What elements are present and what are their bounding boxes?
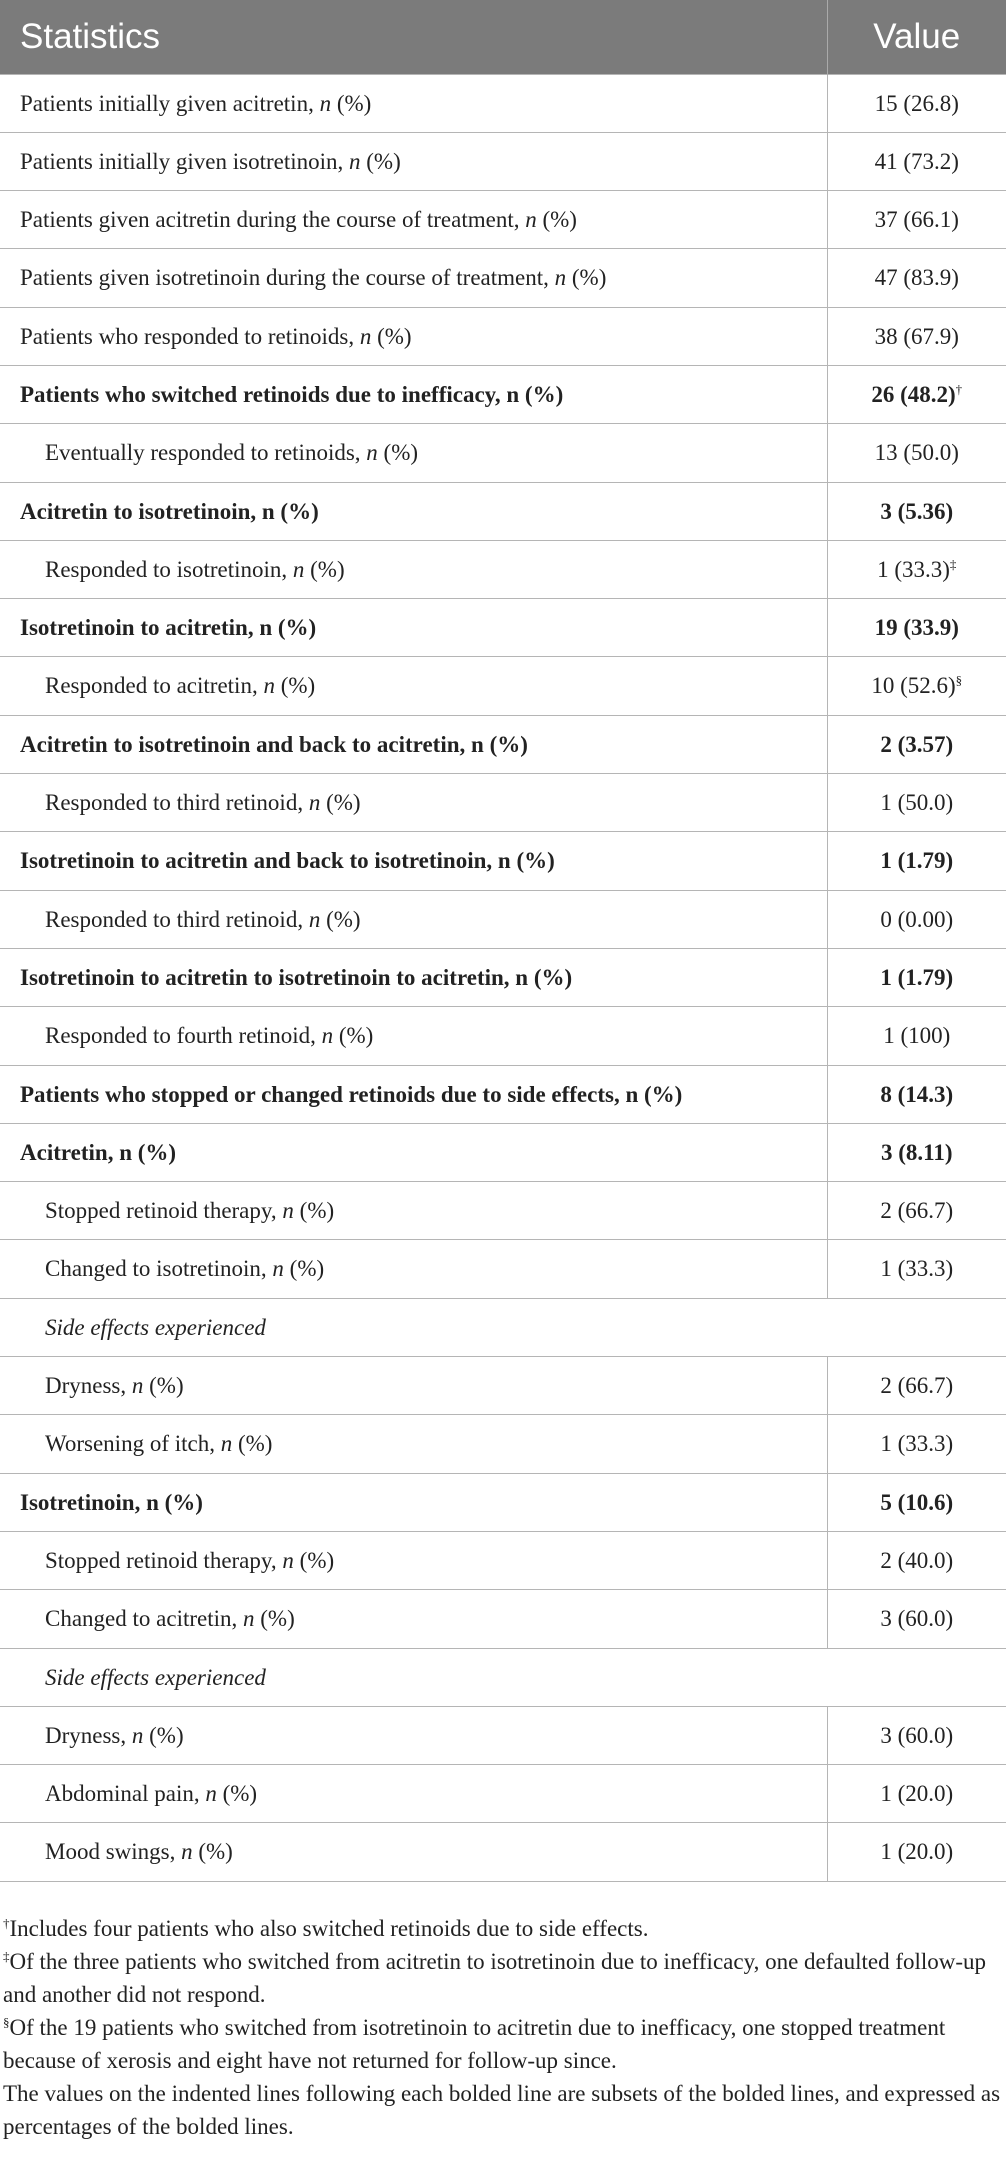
row-label: Patients who stopped or changed retinoids due to side effects, n (%) [0, 1065, 827, 1123]
footnote-mark: § [955, 672, 963, 688]
row-label: Responded to third retinoid, n (%) [0, 774, 827, 832]
table-row [0, 482, 1006, 540]
row-label: Stopped retinoid therapy, n (%) [0, 1531, 827, 1589]
row-label: Dryness, n (%) [0, 1357, 827, 1415]
table-row [0, 424, 1006, 482]
row-label: Acitretin, n (%) [0, 1123, 827, 1181]
header-statistics: Statistics [0, 0, 827, 74]
row-value: 26 (48.2)† [827, 365, 1006, 423]
row-label: Isotretinoin to acitretin to isotretinoin to acitretin, n (%) [0, 948, 827, 1006]
row-value: 3 (60.0) [827, 1590, 1006, 1648]
row-value: 3 (5.36) [827, 482, 1006, 540]
row-label: Patients given acitretin during the course of treatment, n (%) [0, 191, 827, 249]
table-row [0, 1706, 1006, 1764]
table-row [0, 307, 1006, 365]
table-row [0, 1182, 1006, 1240]
table-row [0, 365, 1006, 423]
row-label: Changed to isotretinoin, n (%) [0, 1240, 827, 1298]
table-row [0, 249, 1006, 307]
row-label: Patients initially given acitretin, n (%) [0, 74, 827, 132]
row-value: 47 (83.9) [827, 249, 1006, 307]
section-row [0, 1298, 1006, 1356]
table-row [0, 948, 1006, 1006]
row-value: 13 (50.0) [827, 424, 1006, 482]
row-value: 2 (66.7) [827, 1182, 1006, 1240]
table-row [0, 1765, 1006, 1823]
row-value: 37 (66.1) [827, 191, 1006, 249]
row-label: Responded to fourth retinoid, n (%) [0, 1007, 827, 1065]
row-value: 41 (73.2) [827, 132, 1006, 190]
footnote: §Of the 19 patients who switched from isotretinoin to acitretin due to inefficacy, one stopped treatment because of xerosis and eight have not returned for follow-up since. [3, 2014, 946, 2073]
row-value: 10 (52.6)§ [827, 657, 1006, 715]
row-label: Responded to acitretin, n (%) [0, 657, 827, 715]
row-value: 1 (20.0) [827, 1765, 1006, 1823]
footnote-mark: † [955, 381, 963, 397]
row-value: 2 (3.57) [827, 715, 1006, 773]
row-value: 5 (10.6) [827, 1473, 1006, 1531]
table-row [0, 1240, 1006, 1298]
row-label: Patients who responded to retinoids, n (%) [0, 307, 827, 365]
row-value: 1 (33.3) [827, 1415, 1006, 1473]
row-value: 3 (60.0) [827, 1706, 1006, 1764]
row-value: 15 (26.8) [827, 74, 1006, 132]
row-label: Mood swings, n (%) [0, 1823, 827, 1881]
section-label: Side effects experienced [0, 1298, 1006, 1356]
row-value: 2 (66.7) [827, 1357, 1006, 1415]
row-label: Eventually responded to retinoids, n (%) [0, 424, 827, 482]
table-row [0, 1065, 1006, 1123]
table-row [0, 832, 1006, 890]
row-label: Isotretinoin to acitretin and back to isotretinoin, n (%) [0, 832, 827, 890]
row-label: Abdominal pain, n (%) [0, 1765, 827, 1823]
footnote: †Includes four patients who also switched retinoids due to side effects. [3, 1915, 649, 1941]
row-label: Acitretin to isotretinoin and back to acitretin, n (%) [0, 715, 827, 773]
section-label: Side effects experienced [0, 1648, 1006, 1706]
table-row [0, 1415, 1006, 1473]
table-row [0, 890, 1006, 948]
row-value: 8 (14.3) [827, 1065, 1006, 1123]
table-row [0, 1357, 1006, 1415]
footnote-mark: † [3, 1915, 10, 1931]
row-value: 1 (33.3)‡ [827, 540, 1006, 598]
row-label: Worsening of itch, n (%) [0, 1415, 827, 1473]
row-label: Patients given isotretinoin during the course of treatment, n (%) [0, 249, 827, 307]
row-label: Patients who switched retinoids due to inefficacy, n (%) [0, 365, 827, 423]
row-label: Acitretin to isotretinoin, n (%) [0, 482, 827, 540]
table-row [0, 132, 1006, 190]
table-row [0, 657, 1006, 715]
row-value: 1 (1.79) [827, 832, 1006, 890]
table-row [0, 540, 1006, 598]
table-row [0, 74, 1006, 132]
row-label: Patients initially given isotretinoin, n (%) [0, 132, 827, 190]
table-row [0, 1473, 1006, 1531]
header-value: Value [873, 16, 961, 56]
table-row [0, 599, 1006, 657]
row-value: 1 (1.79) [827, 948, 1006, 1006]
row-label: Dryness, n (%) [0, 1706, 827, 1764]
row-value: 2 (40.0) [827, 1531, 1006, 1589]
row-value: 19 (33.9) [827, 599, 1006, 657]
row-label: Responded to isotretinoin, n (%) [0, 540, 827, 598]
row-value: 3 (8.11) [827, 1123, 1006, 1181]
footnote: ‡Of the three patients who switched from acitretin to isotretinoin due to inefficacy, one defaulted follow-up and another did not respond. [3, 1948, 987, 2007]
footnote-mark: § [3, 2014, 10, 2030]
row-label: Isotretinoin to acitretin, n (%) [0, 599, 827, 657]
row-value: 1 (20.0) [827, 1823, 1006, 1881]
row-label: Stopped retinoid therapy, n (%) [0, 1182, 827, 1240]
table-row [0, 715, 1006, 773]
table-header-row [0, 0, 1006, 74]
table-row [0, 1823, 1006, 1881]
row-value: 1 (33.3) [827, 1240, 1006, 1298]
table-footnotes [0, 1882, 1006, 2143]
row-label: Responded to third retinoid, n (%) [0, 890, 827, 948]
table-row [0, 191, 1006, 249]
row-label: Isotretinoin, n (%) [0, 1473, 827, 1531]
footnote: The values on the indented lines following each bolded line are subsets of the bolded lines, and expressed as percentages of the bolded lines. [3, 2080, 1001, 2139]
section-row [0, 1648, 1006, 1706]
table-row [0, 774, 1006, 832]
row-value: 1 (100) [827, 1007, 1006, 1065]
table-row [0, 1531, 1006, 1589]
table-row [0, 1007, 1006, 1065]
footnote-mark: ‡ [3, 1948, 10, 1964]
row-value: 0 (0.00) [827, 890, 1006, 948]
row-label: Changed to acitretin, n (%) [0, 1590, 827, 1648]
footnote-mark: ‡ [949, 556, 957, 572]
table-row [0, 1590, 1006, 1648]
table-row [0, 1123, 1006, 1181]
row-value: 1 (50.0) [827, 774, 1006, 832]
row-value: 38 (67.9) [827, 307, 1006, 365]
